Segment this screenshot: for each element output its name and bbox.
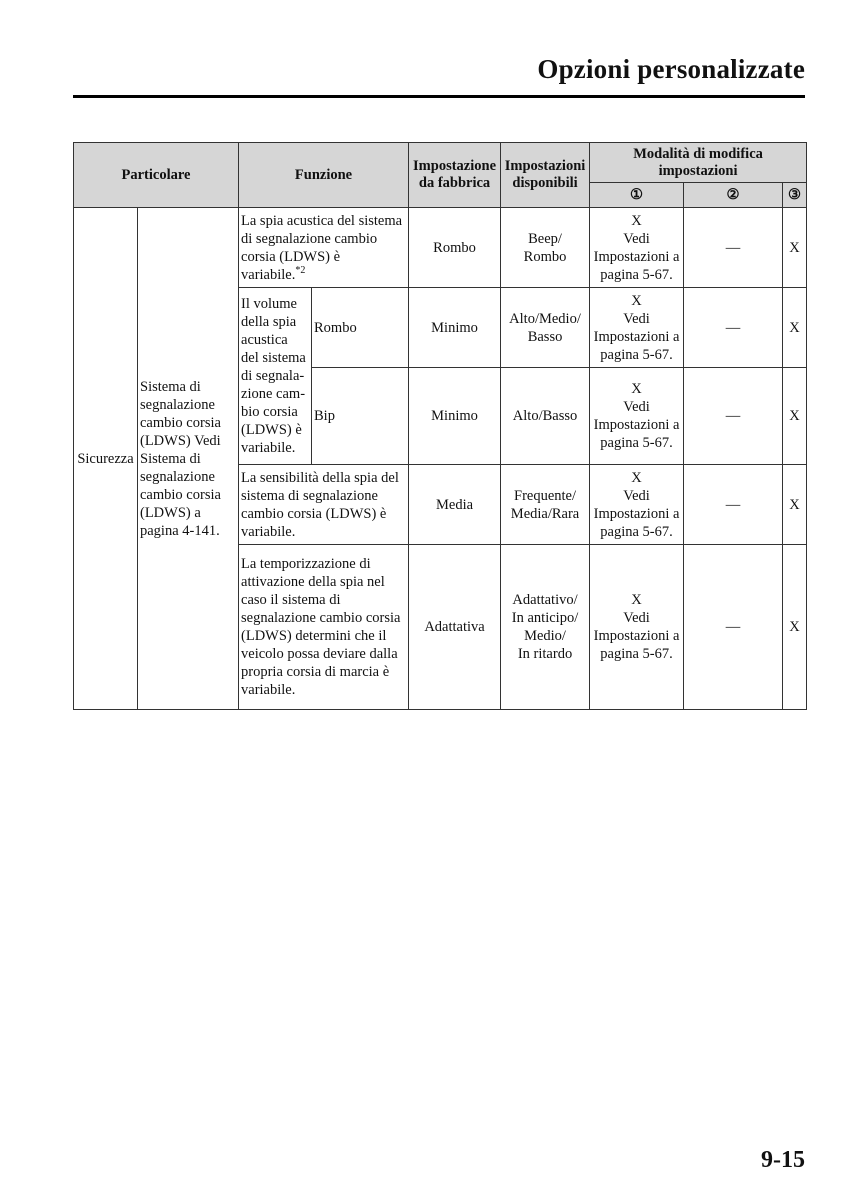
footnote-marker: *2: [295, 264, 306, 276]
header-funzione: Funzione: [239, 143, 409, 208]
header-impostazione-fabbrica: Impostazione da fabbrica: [409, 143, 501, 208]
function-text: La spia acustica del sistema di segnalazione cambio corsia (LDWS) è variabile.: [241, 212, 403, 283]
mode2-cell: —: [684, 208, 783, 288]
factory-cell: Minimo: [409, 288, 501, 368]
function-cell: La temporizzazione di attivazione della spia nel caso il sistema di segnalazione cambio corsia (LDWS) determini che il veicolo possa deviare dalla propria corsia di marcia è variabile.: [239, 545, 409, 710]
page-title: Opzioni personalizzate: [537, 54, 805, 84]
factory-cell: Rombo: [409, 208, 501, 288]
factory-cell: Media: [409, 465, 501, 545]
mode1-cell: X Vedi Impostazioni a pagina 5-67.: [590, 465, 684, 545]
table-row: [74, 208, 807, 288]
available-cell: Alto/Medio/ Basso: [501, 288, 590, 368]
factory-cell: Minimo: [409, 368, 501, 465]
page-number: 9-15: [761, 1147, 805, 1173]
mode2-cell: —: [684, 465, 783, 545]
mode1-cell: X Vedi Impostazioni a pagina 5-67.: [590, 208, 684, 288]
function-cell: La sensibilità della spia del sistema di segnalazione cambio corsia (LDWS) è variabile.: [239, 465, 409, 545]
mode3-cell: X: [783, 208, 807, 288]
category-cell: Sicurezza: [74, 208, 138, 710]
header-impostazioni-disponibili: Impostazioni disponibili: [501, 143, 590, 208]
mode1-cell: X Vedi Impostazioni a pagina 5-67.: [590, 288, 684, 368]
mode1-cell: X Vedi Impostazioni a pagina 5-67.: [590, 368, 684, 465]
header-modalita: Modalità di modifica impostazioni: [590, 143, 807, 183]
function-group-cell: Il volume della spia acustica del sistema di segnala-zione cam-bio corsia (LDWS) è variabile.: [239, 288, 312, 465]
mode3-cell: X: [783, 465, 807, 545]
available-cell: Alto/Basso: [501, 368, 590, 465]
sub-function-cell: Rombo: [312, 288, 409, 368]
title-rule: [73, 95, 805, 98]
header-mode-2: ②: [684, 183, 783, 208]
function-cell: [239, 208, 409, 288]
available-cell: Adattativo/ In anticipo/ Medio/ In ritardo: [501, 545, 590, 710]
settings-table: [73, 142, 807, 710]
sub-function-cell: Bip: [312, 368, 409, 465]
available-cell: Frequente/ Media/Rara: [501, 465, 590, 545]
mode3-cell: X: [783, 368, 807, 465]
mode2-cell: —: [684, 368, 783, 465]
system-cell: Sistema di segnalazione cambio corsia (LDWS) Vedi Sistema di segnalazione cambio corsia (LDWS) a pagina 4-141.: [138, 208, 239, 710]
mode1-cell: X Vedi Impostazioni a pagina 5-67.: [590, 545, 684, 710]
available-cell: Beep/ Rombo: [501, 208, 590, 288]
mode2-cell: —: [684, 545, 783, 710]
mode3-cell: X: [783, 545, 807, 710]
header-mode-3: ③: [783, 183, 807, 208]
factory-cell: Adattativa: [409, 545, 501, 710]
mode3-cell: X: [783, 288, 807, 368]
mode2-cell: —: [684, 288, 783, 368]
header-mode-1: ①: [590, 183, 684, 208]
header-particolare: Particolare: [74, 143, 239, 208]
